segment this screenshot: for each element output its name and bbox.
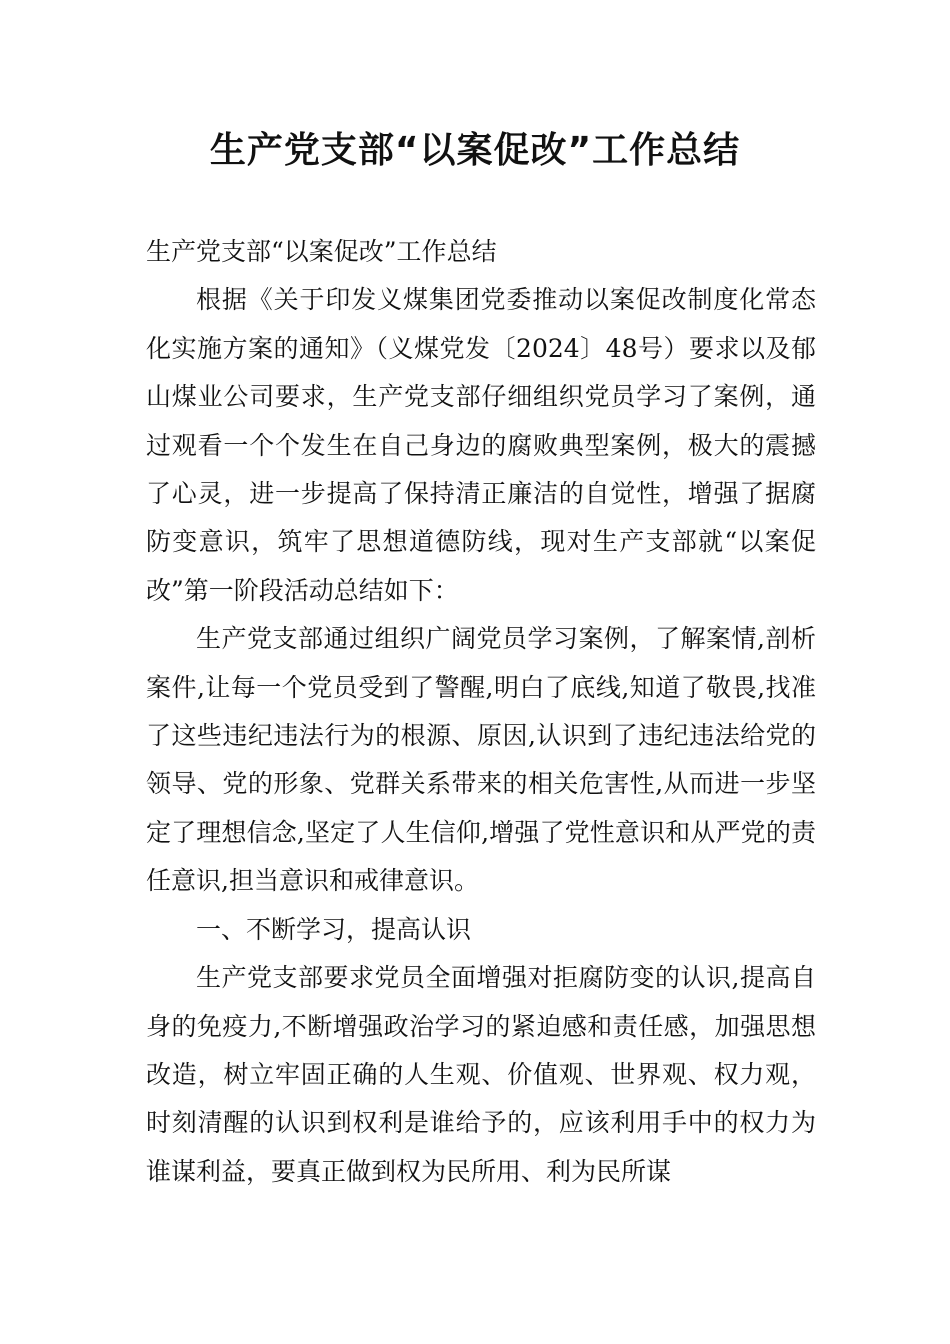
document-title: 生产党支部“以案促改”工作总结 xyxy=(209,130,741,171)
document-body xyxy=(146,228,816,1196)
paragraph-section-1: 生产党支部要求党员全面增强对拒腐防变的认识,提高自身的免疫力,不断增强政治学习的紧迫感和责任感，加强思想改造，树立牢固正确的人生观、价值观、世界观、权力观，时刻清醒的认识到权利是谁给予的，应该利用手中的权力为谁谋利益，要真正做到权为民所用、利为民所谋 xyxy=(146,963,816,1186)
paragraph-intro: 根据《关于印发义煤集团党委推动以案促改制度化常态化实施方案的通知》（义煤党发〔2024〕48号）要求以及郁山煤业公司要求，生产党支部仔细组织党员学习了案例，通过观看一个个发生在自己身边的腐败典型案例，极大的震撼了心灵，进一步提高了保持清正廉洁的自觉性，增强了据腐防变意识，筑牢了思想道德防线，现对生产支部就“以案促改”第一阶段活动总结如下： xyxy=(146,285,816,605)
document-subtitle: 生产党支部“以案促改”工作总结 xyxy=(146,237,497,266)
paragraph-study-cases: 生产党支部通过组织广阔党员学习案例，了解案情,剖析案件,让每一个党员受到了警醒,明白了底线,知道了敬畏,找准了这些违纪违法行为的根源、原因,认识到了违纪违法给党的领导、党的形象、党群关系带来的相关危害性,从而进一步坚定了理想信念,坚定了人生信仰,增强了党性意识和从严党的责任意识,担当意识和戒律意识。 xyxy=(146,624,816,896)
section-heading-1: 一、不断学习，提高认识 xyxy=(196,914,472,944)
